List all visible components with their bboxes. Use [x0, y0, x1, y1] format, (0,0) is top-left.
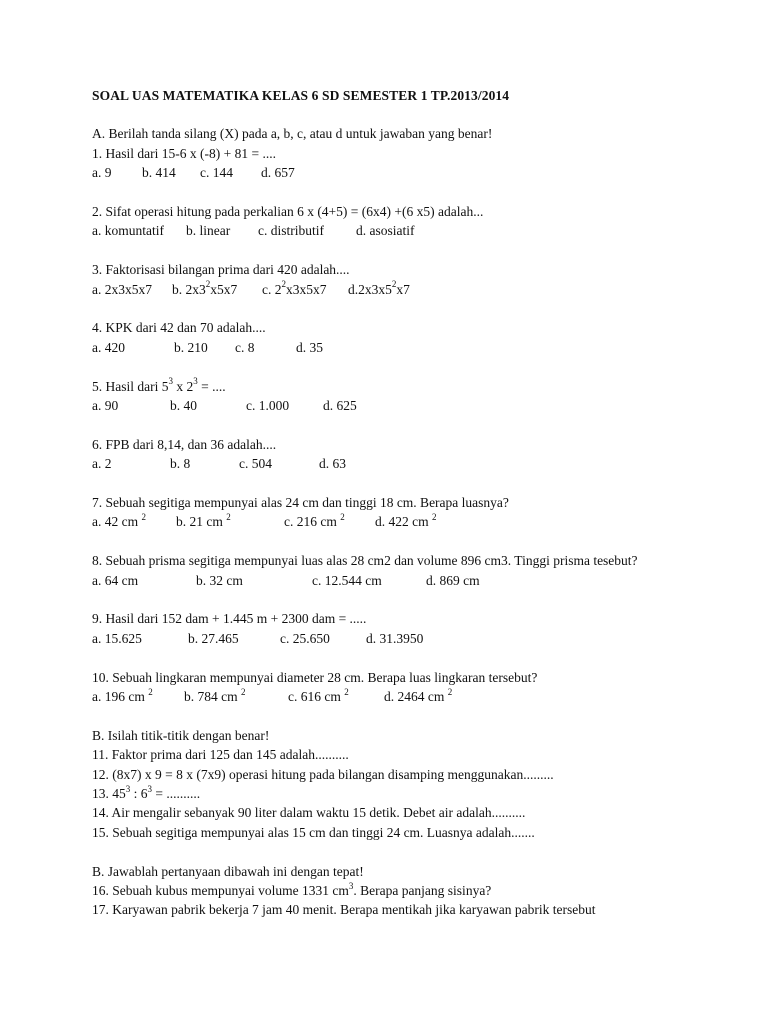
option-a: a. 420 — [92, 339, 125, 355]
option-c: c. 25.650 — [280, 630, 330, 646]
question-7 — [92, 493, 732, 532]
option-c: c. 12.544 cm — [312, 572, 382, 588]
question-1 — [92, 144, 732, 183]
section-essay — [92, 862, 732, 920]
option-a: a. 42 cm $^2$ — [92, 511, 146, 530]
option-b: b. 784 cm $^2$ — [184, 686, 246, 705]
option-b: b. 32 cm — [196, 572, 243, 588]
question-4-text: 4. KPK dari 42 dan 70 adalah.... — [92, 320, 266, 336]
question-4-options — [92, 338, 732, 357]
question-17: 17. Karyawan pabrik bekerja 7 jam 40 menit. Berapa mentikah jika karyawan pabrik tersebut — [92, 902, 596, 918]
question-11: 11. Faktor prima dari 125 dan 145 adalah.......... — [92, 747, 349, 763]
question-16: 16. Sebuah kubus mempunyai volume 1331 $cm^3$. Berapa panjang sisinya? — [92, 880, 492, 899]
option-d: d. 422 cm $^2$ — [375, 511, 437, 530]
section-essay-instruction: B. Jawablah pertanyaan dibawah ini dengan tepat! — [92, 863, 364, 879]
option-c: c. 1.000 — [246, 398, 290, 414]
option-d: d. 35 — [296, 339, 323, 355]
question-4 — [92, 318, 732, 357]
document-title: SOAL UAS MATEMATIKA KELAS 6 SD SEMESTER 1 TP.2013/2014 — [92, 88, 510, 103]
question-9-text: 9. Hasil dari 152 dam + 1.445 m + 2300 dam = ..... — [92, 611, 367, 627]
option-b: b. $2x3^2x5x7$ — [172, 279, 238, 297]
option-b: b. 414 — [142, 165, 176, 181]
question-8 — [92, 551, 732, 590]
option-a: a. 90 — [92, 398, 119, 414]
option-c: c. distributif — [258, 223, 324, 239]
option-d: d. 31.3950 — [366, 630, 424, 646]
question-1-text: 1. Hasil dari 15-6 x (-8) + 81 = .... — [92, 145, 276, 161]
question-6 — [92, 435, 732, 474]
question-15: 15. Sebuah segitiga mempunyai alas 15 cm dan tinggi 24 cm. Luasnya adalah....... — [92, 824, 535, 840]
option-d: d. 2464 cm $^2$ — [384, 686, 453, 705]
option-b: b. 21 cm $^2$ — [176, 511, 231, 530]
option-a: a. 2x3x5x7 — [92, 281, 152, 297]
option-c: c. 616 cm $^2$ — [288, 686, 349, 705]
option-d: d. 869 cm — [426, 572, 480, 588]
question-8-text: 8. Sebuah prisma segitiga mempunyai luas alas 28 cm2 dan volume 896 cm3. Tinggi prisma tesebut? — [92, 553, 638, 569]
question-7-options — [92, 512, 732, 531]
option-a: a. 196 cm $^2$ — [92, 686, 153, 705]
option-d: $d.2x3x5^2x7$ — [348, 279, 410, 297]
question-5-text: 5. Hasil dari $5^3$ x $2^3$ = .... — [92, 376, 226, 394]
question-3 — [92, 260, 732, 299]
option-c: c. 504 — [239, 456, 272, 472]
question-9-options — [92, 629, 732, 648]
option-b: b. 210 — [174, 339, 208, 355]
option-d: d. 625 — [323, 398, 357, 414]
section-b-instruction: B. Isilah titik-titik dengan benar! — [92, 727, 270, 743]
question-2-text: 2. Sifat operasi hitung pada perkalian 6 x (4+5) = (6x4) +(6 x5) adalah... — [92, 204, 484, 220]
option-a: a. 15.625 — [92, 630, 142, 646]
question-12: 12. (8x7) x 9 = 8 x (7x9) operasi hitung pada bilangan disamping menggunakan......... — [92, 766, 554, 782]
question-9 — [92, 609, 732, 648]
question-14: 14. Air mengalir sebanyak 90 liter dalam waktu 15 detik. Debet air adalah.......... — [92, 805, 526, 821]
option-c: c. 216 cm $^2$ — [284, 511, 345, 530]
option-b: b. 8 — [170, 456, 191, 472]
option-a: a. 2 — [92, 456, 112, 472]
question-5-options — [92, 396, 732, 415]
option-a: a. komuntatif — [92, 223, 164, 239]
exam-document — [92, 86, 732, 920]
option-d: d. 63 — [319, 456, 346, 472]
question-2-options — [92, 221, 732, 240]
option-c: c. $2^2x3x5x7$ — [262, 279, 327, 297]
question-3-text: 3. Faktorisasi bilangan prima dari 420 adalah.... — [92, 262, 350, 278]
option-a: a. 9 — [92, 165, 112, 181]
question-2 — [92, 202, 732, 241]
question-1-options — [92, 163, 732, 182]
question-5 — [92, 377, 732, 416]
option-b: b. linear — [186, 223, 231, 239]
question-10 — [92, 668, 732, 707]
question-7-text: 7. Sebuah segitiga mempunyai alas 24 cm dan tinggi 18 cm. Berapa luasnya? — [92, 495, 509, 511]
option-a: a. 64 cm — [92, 572, 139, 588]
option-d: d. asosiatif — [356, 223, 415, 239]
question-6-text: 6. FPB dari 8,14, dan 36 adalah.... — [92, 436, 277, 452]
section-b — [92, 726, 732, 842]
question-3-options — [92, 280, 732, 299]
question-10-options — [92, 687, 732, 706]
section-a-instruction: A. Berilah tanda silang (X) pada a, b, c, atau d untuk jawaban yang benar! — [92, 126, 493, 142]
question-6-options — [92, 454, 732, 473]
question-8-options — [92, 571, 732, 590]
question-10-text: 10. Sebuah lingkaran mempunyai diameter 28 cm. Berapa luas lingkaran tersebut? — [92, 669, 538, 685]
option-b: b. 27.465 — [188, 630, 239, 646]
question-13: 13. $45^3$ : $6^3$ = .......... — [92, 783, 201, 802]
option-d: d. 657 — [261, 165, 295, 181]
option-b: b. 40 — [170, 398, 197, 414]
option-c: c. 144 — [200, 165, 233, 181]
option-c: c. 8 — [235, 339, 255, 355]
